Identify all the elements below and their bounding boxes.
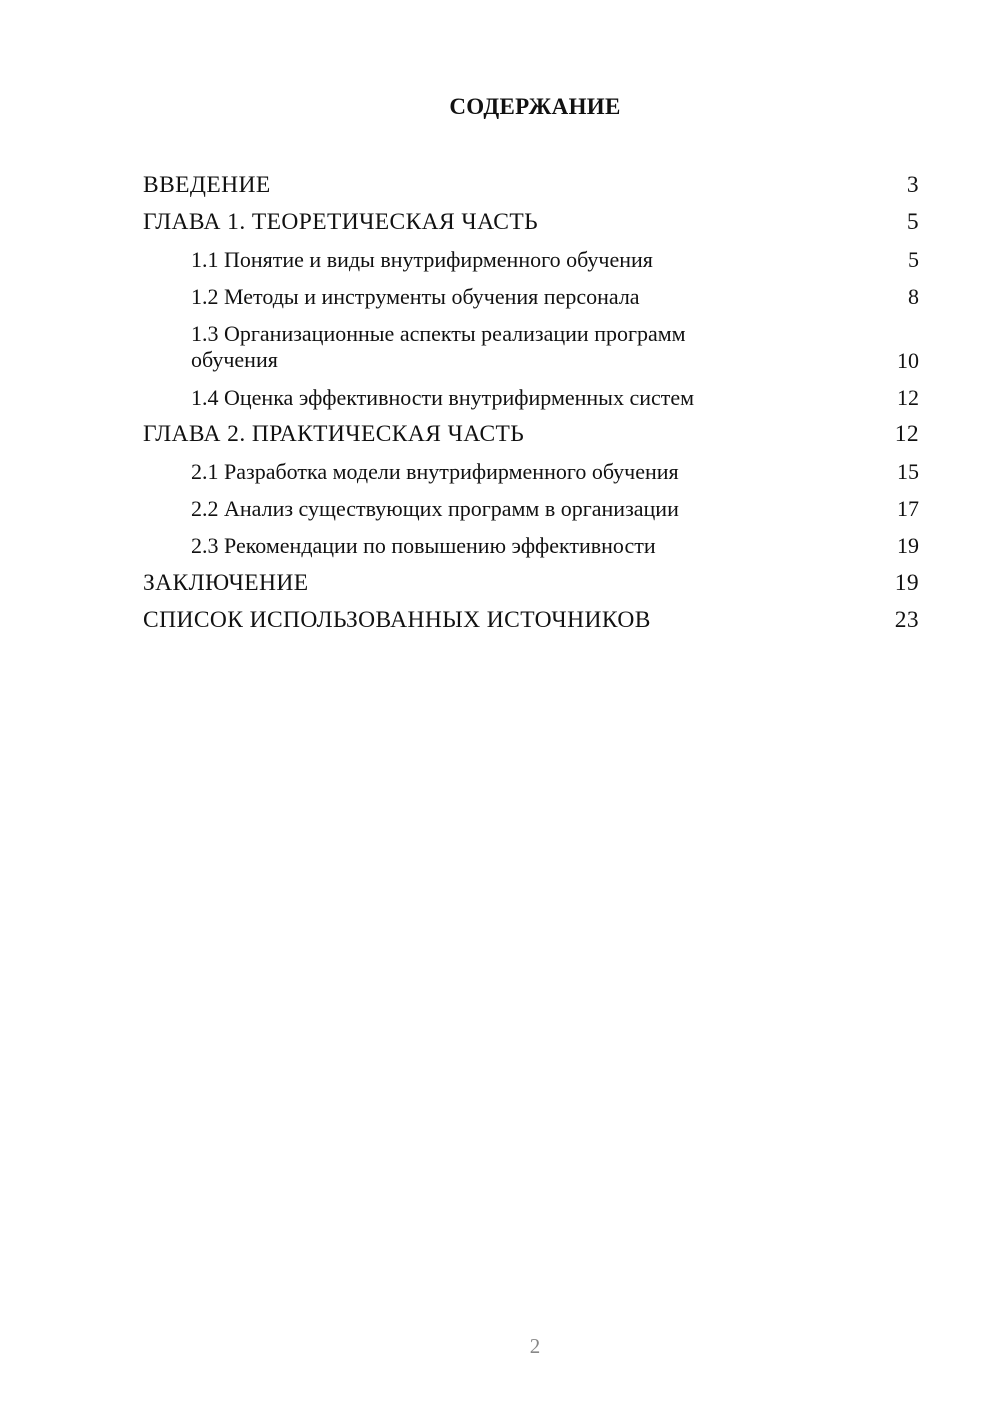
toc-entry-label: 2.2 Анализ существующих программ в организации bbox=[191, 496, 679, 521]
toc-entry-page: 19 bbox=[894, 570, 919, 596]
toc-entry-label: ГЛАВА 1. ТЕОРЕТИЧЕСКАЯ ЧАСТЬ bbox=[143, 209, 538, 235]
toc-entry-page: 12 bbox=[897, 385, 919, 410]
toc-entry-page: 10 bbox=[897, 348, 919, 373]
toc-entry-page: 5 bbox=[908, 247, 919, 272]
toc-entry-page: 3 bbox=[906, 172, 919, 198]
toc-entry-page: 23 bbox=[894, 607, 919, 633]
toc-entry-label: 1.4 Оценка эффективности внутрифирменных систем bbox=[191, 385, 695, 410]
toc-entry-page: 15 bbox=[897, 459, 919, 484]
toc-entry-label: ВВЕДЕНИЕ bbox=[143, 172, 271, 198]
toc-entry-page: 8 bbox=[908, 284, 919, 309]
toc-entry-page: 17 bbox=[897, 496, 919, 521]
toc-entry-label: 1.1 Понятие и виды внутрифирменного обучения bbox=[191, 247, 653, 272]
toc-entry-label: ЗАКЛЮЧЕНИЕ bbox=[143, 570, 309, 596]
toc-entry-label: 1.3 Организационные аспекты реализации программ обучения bbox=[191, 321, 686, 372]
toc-entry-label: 1.2 Методы и инструменты обучения персонала bbox=[191, 284, 640, 309]
toc-entry-page: 19 bbox=[897, 533, 919, 558]
toc-entry-label: ГЛАВА 2. ПРАКТИЧЕСКАЯ ЧАСТЬ bbox=[143, 421, 525, 447]
page-number: 2 bbox=[529, 1334, 541, 1358]
toc-entry-label: 2.1 Разработка модели внутрифирменного обучения bbox=[191, 459, 679, 484]
toc-entry-label: 2.3 Рекомендации по повышению эффективности bbox=[191, 533, 656, 558]
toc-entry-page: 5 bbox=[906, 209, 919, 235]
page-title: СОДЕРЖАНИЕ bbox=[449, 94, 621, 119]
toc-entry-page: 12 bbox=[894, 421, 919, 447]
toc-entry-label: СПИСОК ИСПОЛЬЗОВАННЫХ ИСТОЧНИКОВ bbox=[143, 607, 651, 633]
